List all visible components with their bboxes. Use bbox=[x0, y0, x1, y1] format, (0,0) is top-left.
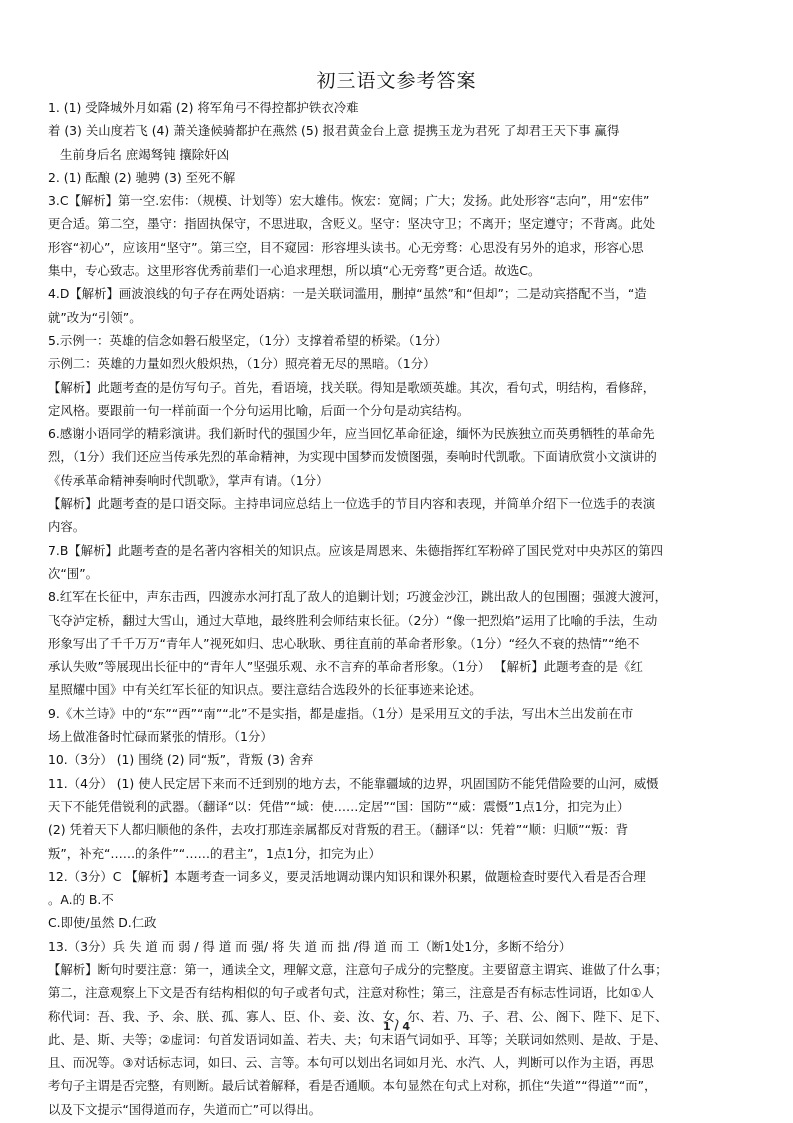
text-line: 叛”，补充“……的条件”“……的君主”，1点1分，扣完为止） bbox=[48, 845, 381, 861]
text-line: C.即使/虽然 D.仁政 bbox=[48, 915, 157, 931]
text-line: 且、而况等。③对话标志词，如曰、云、言等。本句可以划出名词如月光、水汽、人，判断可以作为主语，再思 bbox=[48, 1055, 654, 1071]
text-line: 9.《木兰诗》中的“东”“西”“南”“北”不是实指，都是虚指。（1分）是采用互文的手法，写出木兰出发前在市 bbox=[48, 705, 634, 721]
text-line: 示例二：英雄的力量如烈火般炽热，（1分）照亮着无尽的黑暗。（1分） bbox=[48, 356, 436, 372]
text-line: 第二，注意观察上下文是否有结构相似的句子或者句式，注意对称性；第三，注意是否有标志性词语，比如①人 bbox=[48, 985, 654, 1001]
text-line: 着 (3) 关山度若飞 (4) 萧关逢候骑都护在燕然 (5) 报君黄金台上意 提携玉龙为君死 了却君王天下事 赢得 bbox=[48, 123, 620, 139]
text-line: 称代词：吾、我、予、余、朕、孤、寡人、臣、仆、妾、汝、女、尔、若、乃、子、君、公、阁下、陛下、足下、 bbox=[48, 1008, 668, 1024]
text-line: 2. (1) 酝酿 (2) 驰骋 (3) 至死不解 bbox=[48, 169, 236, 185]
text-line: 以及下文提示“国得道而存，失道而亡”可以得出。 bbox=[48, 1101, 322, 1117]
text-line: 考句子主谓是否完整，有则断。最后试着解释，看是否通顺。本句显然在句式上对称，抓住“失道”“得道”“而”， bbox=[48, 1078, 657, 1094]
text-line: 5.示例一：英雄的信念如磐石般坚定，（1分）支撑着希望的桥梁。（1分） bbox=[48, 332, 448, 348]
text-line: 7.B【解析】此题考查的是名著内容相关的知识点。应该是周恩来、朱德指挥红军粉碎了国民党对中央苏区的第四 bbox=[48, 542, 664, 558]
text-line: 【解析】此题考查的是口语交际。主持串词应总结上一位选手的节目内容和表现，并简单介绍下一位选手的表演 bbox=[48, 496, 656, 512]
text-line: 星照耀中国》中有关红军长征的知识点。要注意结合选段外的长征事迹来论述。 bbox=[48, 682, 482, 698]
text-line: 定风格。要跟前一句一样前面一个分句运用比喻，后面一个分句是动宾结构。 bbox=[48, 402, 470, 418]
text-line: 4.D【解析】画波浪线的句子存在两处语病：一是关联词滥用，删掉“虽然”和“但却”；二是动宾搭配不当，“造 bbox=[48, 286, 647, 302]
text-line: 飞夺泸定桥，翻过大雪山，通过大草地，最终胜利会师结束长征。（2分）“像一把烈焰”运用了比喻的手法，生动 bbox=[48, 612, 658, 628]
text-line: 此、是、斯、夫等；②虚词：句首发语词如盖、若夫、夫；句末语气词如乎、耳等；关联词如然则、是故、于是、 bbox=[48, 1031, 667, 1047]
text-line: 更合适。第二空，墨守：指固执保守，不思进取，含贬义。坚守：坚决守卫；不离开；坚定遵守；不背离。此处 bbox=[48, 216, 656, 232]
text-line: (2) 凭着天下人都归顺他的条件，去攻打那连亲属都反对背叛的君王。（翻译“以：凭着”“顺：归顺”“叛：背 bbox=[48, 822, 629, 838]
text-line: 场上做准备时忙碌而紧张的情形。（1分） bbox=[48, 729, 273, 745]
text-line: 形容“初心”，应该用“坚守”。第三空，目不窥园：形容埋头读书。心无旁骛：心思没有另外的追求，形容心思 bbox=[48, 239, 644, 255]
text-line: 【解析】此题考查的是仿写句子。首先，看语境，找关联。得知是歌颂英雄。其次，看句式，明结构，看修辞， bbox=[48, 379, 656, 395]
text-line: 13.（3分）兵 失 道 而 弱 / 得 道 而 强/ 将 失 道 而 拙 /得 道 而 工（断1处1分，多断不给分） bbox=[48, 938, 572, 954]
text-line: 生前身后名 庶竭驽钝 攘除奸凶 bbox=[60, 146, 229, 162]
text-line: 10.（3分） (1) 围绕 (2) 同“叛”，背叛 (3) 舍弃 bbox=[48, 752, 314, 768]
text-line: 内容。 bbox=[48, 519, 86, 535]
text-line: 8.红军在长征中，声东击西，四渡赤水河打乱了敌人的追剿计划；巧渡金沙江，跳出敌人的包围圈；强渡大渡河， bbox=[48, 589, 667, 605]
text-line: 【解析】断句时要注意：第一，通读全文，理解文意，注意句子成分的完整度。主要留意主谓宾、谁做了什么事； bbox=[48, 961, 668, 977]
text-line: 集中，专心致志。这里形容优秀前辈们一心追求理想，所以填“心无旁骛”更合适。故选C。 bbox=[48, 263, 541, 279]
answer-body bbox=[48, 96, 758, 1121]
text-line: 6.感谢小语同学的精彩演讲。我们新时代的强国少年，应当回忆革命征途，缅怀为民族独立而英勇牺牲的革命先 bbox=[48, 426, 655, 442]
text-line: 1. (1) 受降城外月如霜 (2) 将军角弓不得控都护铁衣冷难 bbox=[48, 100, 359, 115]
text-line: 承认失败”等展现出长征中的“青年人”坚强乐观、永不言弃的革命者形象。（1分） 【解析】此题考查的是《红 bbox=[48, 659, 643, 675]
text-line: 3.C【解析】第一空.宏伟：（规模、计划等）宏大雄伟。恢宏：宽阔；广大；发扬。此处形容“志向”，用“宏伟” bbox=[48, 193, 650, 209]
text-line: 形象写出了千千万万“青年人”视死如归、忠心耿耿、勇往直前的革命者形象。（1分）“经久不衰的热情”“绝不 bbox=[48, 635, 640, 651]
text-line: 12.（3分）C 【解析】本题考查一词多义，要灵活地调动课内知识和课外积累，做题检查时要代入看是否合理 bbox=[48, 868, 646, 884]
text-line: 11.（4分） (1) 使人民定居下来而不迁到别的地方去，不能靠疆域的边界，巩固国防不能凭借险要的山河，威慑 bbox=[48, 775, 659, 791]
page-number: 1 / 4 bbox=[383, 1020, 410, 1033]
text-line: 。A.的 B.不 bbox=[48, 892, 114, 908]
text-line: 次“围”。 bbox=[48, 565, 99, 581]
text-line: 《传承革命精神奏响时代凯歌》，掌声有请。（1分） bbox=[48, 472, 329, 488]
text-line: 烈，（1分）我们还应当传承先烈的革命精神，为实现中国梦而发愤图强，奏响时代凯歌。下面请欣赏小文演讲的 bbox=[48, 449, 657, 465]
text-line: 天下不能凭借锐利的武器。（翻译“以：凭借”“域：使……定居”“国：国防”“威：震慑”1点1分，扣完为止） bbox=[48, 798, 630, 814]
text-line: 就”改为“引领”。 bbox=[48, 309, 142, 325]
page-title: 初三语文参考答案 bbox=[316, 70, 477, 92]
